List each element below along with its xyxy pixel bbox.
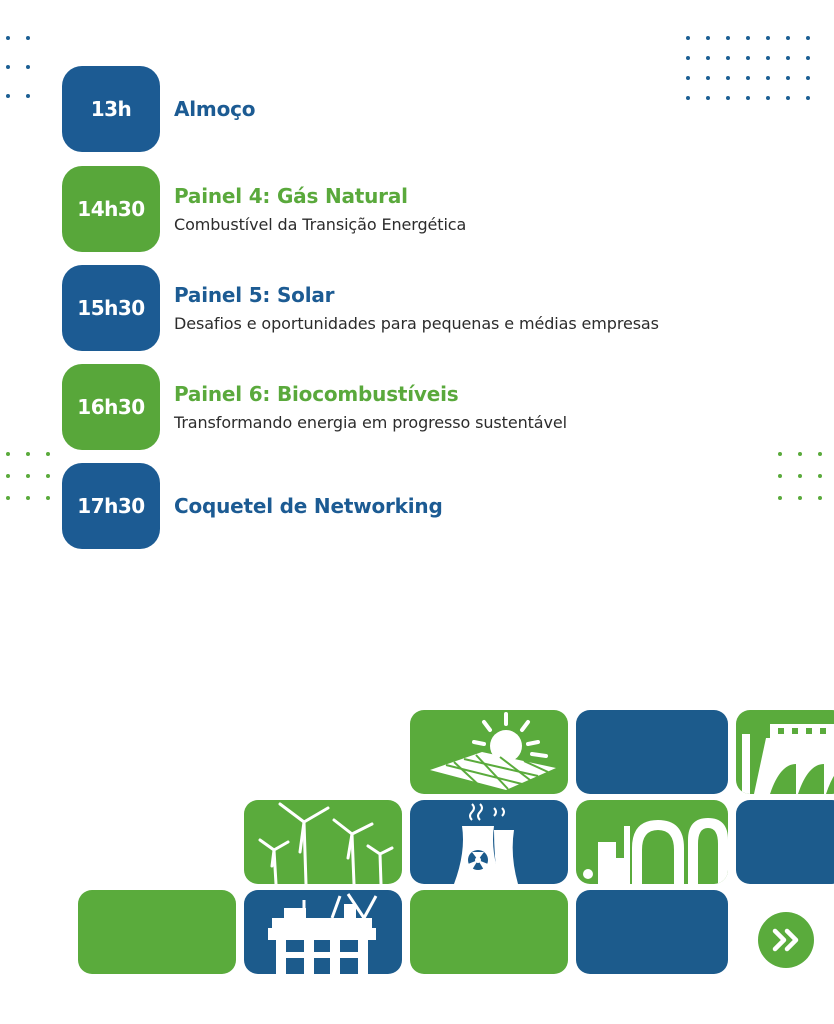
blue-tile	[736, 800, 834, 884]
schedule-row-networking	[62, 463, 443, 549]
session-subtitle: Combustível da Transição Energética	[174, 215, 467, 234]
session-title: Almoço	[174, 97, 256, 121]
dot-grid-mid-right	[778, 452, 822, 500]
session-title: Painel 4: Gás Natural	[174, 184, 408, 208]
double-chevron-right-icon[interactable]	[758, 912, 814, 968]
time-badge: 16h30	[62, 364, 160, 450]
time-badge: 17h30	[62, 463, 160, 549]
session-subtitle: Transformando energia em progresso sustentável	[174, 413, 567, 432]
blue-tile	[576, 710, 728, 794]
time-badge: 13h	[62, 66, 160, 152]
session-title: Painel 6: Biocombustíveis	[174, 382, 459, 406]
solar-panel-icon	[410, 710, 568, 794]
session-subtitle: Desafios e oportunidades para pequenas e médias empresas	[174, 314, 659, 333]
time-badge: 15h30	[62, 265, 160, 351]
session-title: Painel 5: Solar	[174, 283, 335, 307]
green-tile	[78, 890, 236, 974]
schedule-row-panel-5	[62, 265, 659, 351]
hydro-dam-icon	[736, 710, 834, 794]
wind-turbines-icon	[244, 800, 402, 884]
blue-tile	[576, 890, 728, 974]
schedule-row-lunch	[62, 66, 255, 152]
oil-platform-icon	[244, 890, 402, 974]
green-tile	[410, 890, 568, 974]
dot-grid-top-left	[6, 36, 30, 98]
session-title: Coquetel de Networking	[174, 494, 443, 518]
nuclear-plant-icon	[410, 800, 568, 884]
time-badge: 14h30	[62, 166, 160, 252]
dot-grid-mid-left	[6, 452, 50, 500]
schedule-row-panel-4	[62, 166, 466, 252]
biogas-plant-icon	[576, 800, 728, 884]
schedule-row-panel-6	[62, 364, 567, 450]
dot-grid-top-right	[686, 36, 810, 100]
